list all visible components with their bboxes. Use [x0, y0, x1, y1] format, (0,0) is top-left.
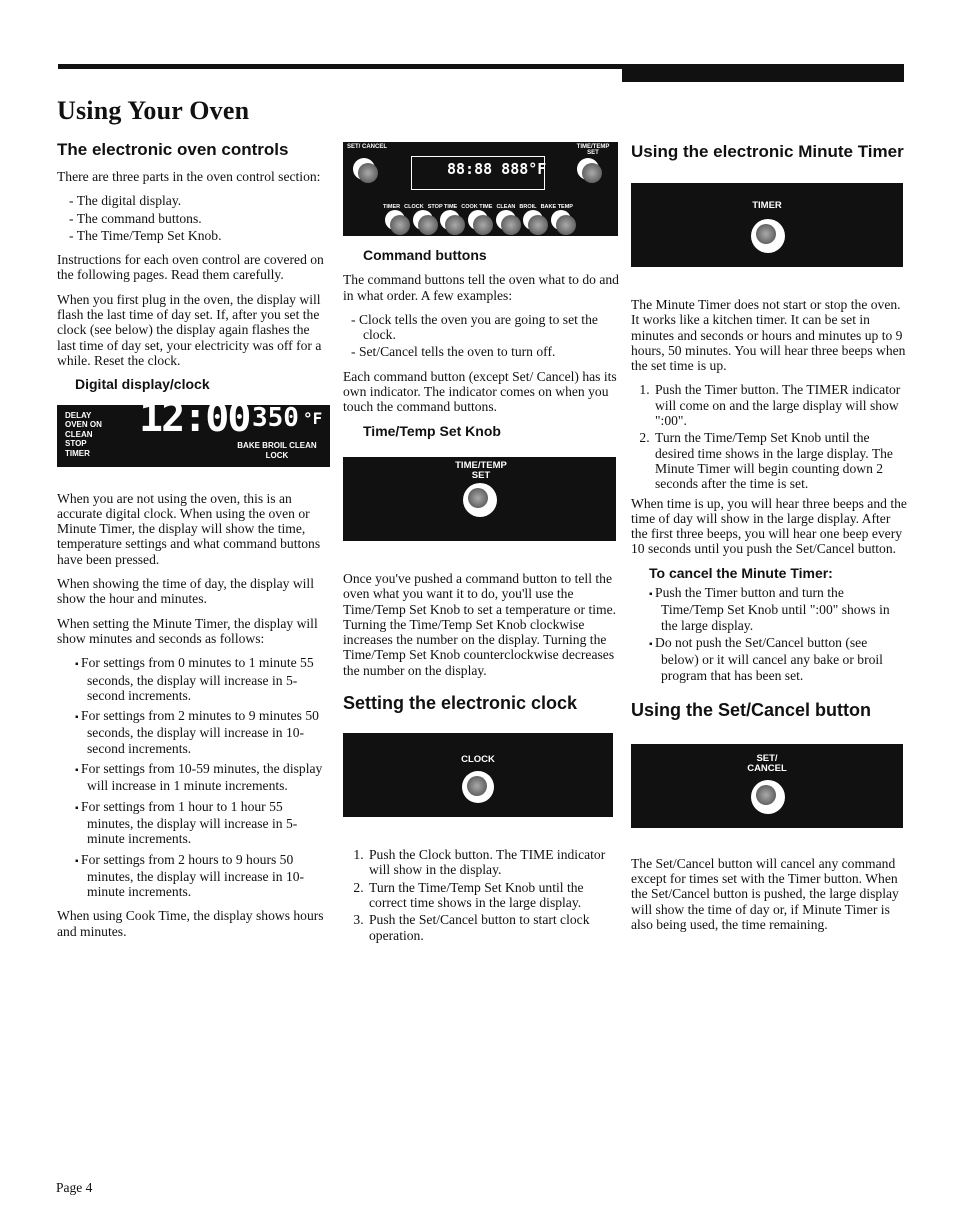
- time-temp-knob-icon: [577, 158, 599, 180]
- command-button-icon: [468, 210, 488, 230]
- top-rule-block: [622, 64, 904, 82]
- command-button-label: BROIL: [519, 204, 537, 210]
- command-button-icon: [523, 210, 543, 230]
- clock-label: CLOCK: [461, 754, 495, 766]
- paragraph: When time is up, you will hear three beeps and the time of day will show in the large display. After the first three beeps, you will hear one beep every 10 seconds until you push the Set/Cancel button.: [631, 495, 907, 557]
- list-item: ▪ For settings from 2 hours to 9 hours 50 minutes, the display will increase in 10-minute increments.: [55, 852, 329, 900]
- clock-button-icon: [462, 771, 494, 803]
- section-heading: Setting the electronic clock: [343, 693, 578, 714]
- timer-label: TIMER: [752, 200, 782, 211]
- list-item: - Set/Cancel tells the oven to turn off.: [331, 344, 619, 359]
- list-item: - The Time/Temp Set Knob.: [49, 228, 329, 243]
- sub-heading: Digital display/clock: [75, 376, 210, 393]
- timer-increment-list: [55, 655, 329, 899]
- command-button-icon: [385, 210, 405, 230]
- command-button-icon: [551, 210, 571, 230]
- list-item: - The digital display.: [49, 193, 329, 208]
- paragraph: When you first plug in the oven, the display will flash the last time of day set. If, after you set the clock (see below) the display again flashes the last time of day set, your electricity was off for a while. Reset the clock.: [57, 291, 322, 368]
- clock-button-image: [343, 733, 613, 817]
- display-label: TIMER: [65, 448, 90, 458]
- paragraph: Each command button (except Set/ Cancel) has its own indicator. The indicator comes on when you touch the command buttons.: [343, 368, 617, 415]
- display-label: CLEAN: [65, 429, 93, 439]
- command-button-label: TIMER: [383, 204, 401, 210]
- display-unit: °F: [303, 408, 323, 428]
- section-heading: The electronic oven controls: [57, 140, 289, 159]
- list-item: 1. Push the Clock button. The TIME indicator will show in the display.: [367, 847, 619, 878]
- column-3: [631, 142, 907, 941]
- command-button-label: CLOCK: [404, 204, 424, 210]
- list-item: - Clock tells the oven you are going to set the clock.: [331, 312, 619, 343]
- display-sub-labels: BAKE BROIL CLEAN LOCK: [237, 440, 317, 460]
- time-temp-knob-image: [343, 457, 616, 541]
- section-heading: Using the electronic Minute Timer: [631, 142, 904, 161]
- timer-button-icon: [751, 219, 785, 253]
- column-2: [343, 142, 619, 952]
- timer-button-image: [631, 183, 903, 267]
- set-cancel-button-icon: [751, 780, 785, 814]
- list-item: 2. Turn the Time/Temp Set Knob until the desired time shows in the large display. The Minute Timer will begin counting down 2 seconds after the time is set.: [653, 430, 907, 491]
- list-item: ▪ For settings from 2 minutes to 9 minutes 50 seconds, the display will increase in 10-second increments.: [55, 708, 329, 756]
- list-item: ▪ Push the Timer button and turn the Time/Temp Set Knob until ":00" shows in the large display.: [629, 585, 907, 633]
- knob-label: TIME/TEMP SET: [455, 459, 507, 481]
- display-label: OVEN ON: [65, 420, 102, 430]
- paragraph: There are three parts in the oven control section:: [57, 169, 321, 184]
- set-cancel-label: SET/ CANCEL: [347, 144, 388, 150]
- page-number: Page 4: [56, 1180, 93, 1195]
- command-button-label: CLEAN: [496, 204, 516, 210]
- command-button-label: COOK TIME: [461, 204, 493, 210]
- display-label: STOP: [65, 439, 87, 449]
- column-1: [57, 140, 329, 948]
- time-temp-knob-icon: [463, 483, 497, 517]
- clock-steps: [333, 847, 619, 943]
- panel-lcd: 88:88 888°F: [447, 160, 547, 178]
- examples-list: [331, 312, 619, 360]
- set-cancel-knob-icon: [353, 158, 375, 180]
- display-temp: 350: [252, 402, 299, 433]
- section-heading: Using the Set/Cancel button: [631, 699, 872, 720]
- list-item: ▪ For settings from 10-59 minutes, the display will increase in 1 minute increments.: [55, 761, 329, 794]
- command-button-label: STOP TIME: [427, 204, 458, 210]
- paragraph: When you are not using the oven, this is an accurate digital clock. When using the oven or Minute Timer, the display will show the time, temperature settings and what command buttons have been pressed.: [57, 490, 321, 567]
- page-title: Using Your Oven: [57, 96, 250, 125]
- cancel-list: [629, 585, 907, 683]
- digital-display-image: [57, 394, 330, 467]
- list-item: ▪ For settings from 0 minutes to 1 minute 55 seconds, the display will increase in 5-second increments.: [55, 655, 329, 703]
- parts-list: [49, 193, 329, 243]
- timer-steps: [619, 382, 907, 491]
- paragraph: Once you've pushed a command button to tell the oven what you want it to do, you'll use the Time/Temp Set Knob to set a temperature or time. Turning the Time/Temp Set Knob clockwise increases the number on the display. Turning the Time/Temp Set Knob counterclockwise decreases the number on the display.: [343, 570, 617, 678]
- sub-heading: To cancel the Minute Timer:: [649, 564, 833, 581]
- list-item: 3. Push the Set/Cancel button to start clock operation.: [367, 912, 619, 943]
- paragraph: The command buttons tell the oven what to do and in what order. A few examples:: [343, 272, 619, 303]
- paragraph: When setting the Minute Timer, the display will show minutes and seconds as follows:: [57, 615, 318, 646]
- paragraph: When using Cook Time, the display shows hours and minutes.: [57, 908, 324, 939]
- paragraph: When showing the time of day, the display will show the hour and minutes.: [57, 576, 314, 607]
- control-panel-image: [343, 142, 618, 236]
- time-temp-label: TIME/TEMP SET: [576, 144, 610, 156]
- command-button-label: BAKE TEMP: [540, 204, 573, 210]
- list-item: ▪ For settings from 1 hour to 1 hour 55 minutes, the display will increase in 5-minute increments.: [55, 799, 329, 847]
- command-button-icon: [440, 210, 460, 230]
- sub-heading: Command buttons: [363, 247, 487, 263]
- list-item: 1. Push the Timer button. The TIMER indicator will come on and the large display will show ":00".: [653, 382, 907, 428]
- set-cancel-button-image: [631, 744, 903, 828]
- command-button-icon: [496, 210, 516, 230]
- list-item: 2. Turn the Time/Temp Set Knob until the correct time shows in the large display.: [367, 880, 619, 911]
- display-time: 12:00: [139, 394, 250, 441]
- paragraph: The Set/Cancel button will cancel any command except for times set with the Timer button. When the Set/Cancel button is pushed, the large display will show the time of day or, if Minute Timer is also being used, the time remaining.: [631, 855, 899, 933]
- set-cancel-label: SET/ CANCEL: [747, 752, 787, 774]
- command-button-icon: [413, 210, 433, 230]
- list-item: ▪ Do not push the Set/Cancel button (see below) or it will cancel any bake or broil program that has been set.: [629, 635, 907, 683]
- display-label: DELAY: [65, 410, 92, 420]
- list-item: - The command buttons.: [49, 211, 329, 226]
- paragraph: Instructions for each oven control are covered on the following pages. Read them carefully.: [57, 252, 324, 283]
- paragraph: The Minute Timer does not start or stop the oven. It works like a kitchen timer. It can be set in minutes and seconds or hours and minutes up to 9 hours, 50 minutes. You will hear three beeps when the set time is up.: [631, 297, 906, 374]
- sub-heading: Time/Temp Set Knob: [363, 422, 501, 439]
